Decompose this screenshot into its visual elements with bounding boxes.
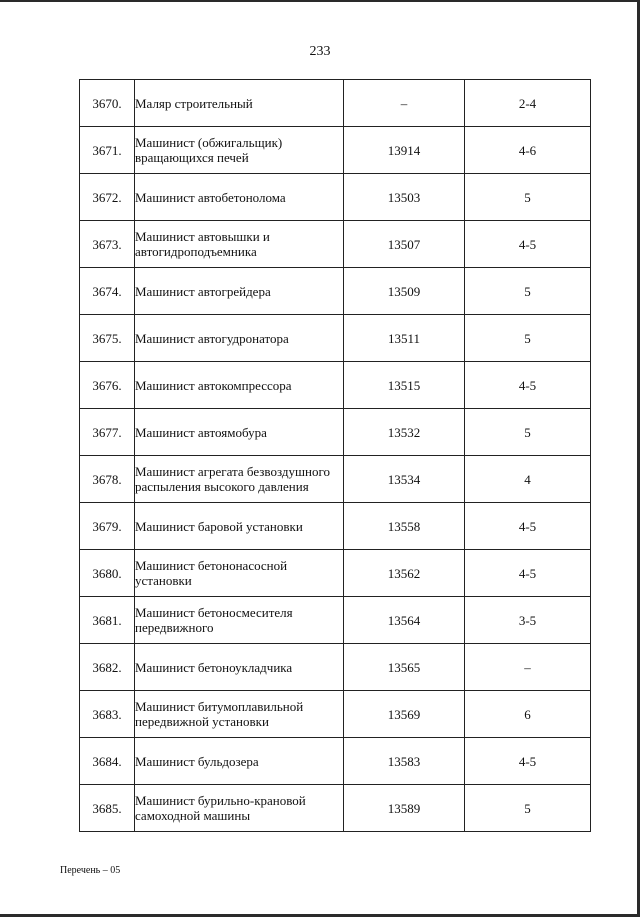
table-row <box>80 597 591 644</box>
row-number: 3674. <box>80 268 135 315</box>
profession-code: 13562 <box>344 550 465 597</box>
profession-name: Маляр строительный <box>135 80 344 127</box>
row-number: 3673. <box>80 221 135 268</box>
qualification-category: 5 <box>465 409 591 456</box>
table-row <box>80 503 591 550</box>
profession-name: Машинист автобетонолома <box>135 174 344 221</box>
row-number: 3676. <box>80 362 135 409</box>
qualification-category: 6 <box>465 691 591 738</box>
qualification-category: – <box>465 644 591 691</box>
qualification-category: 4-5 <box>465 738 591 785</box>
qualification-category: 5 <box>465 268 591 315</box>
profession-code: 13532 <box>344 409 465 456</box>
row-number: 3682. <box>80 644 135 691</box>
table-row <box>80 362 591 409</box>
profession-name: Машинист бульдозера <box>135 738 344 785</box>
row-number: 3681. <box>80 597 135 644</box>
qualification-category: 4 <box>465 456 591 503</box>
profession-code: 13503 <box>344 174 465 221</box>
table-row <box>80 456 591 503</box>
table-row <box>80 785 591 832</box>
profession-name: Машинист автоямобура <box>135 409 344 456</box>
row-number: 3684. <box>80 738 135 785</box>
profession-name: Машинист бетононасосной установки <box>135 550 344 597</box>
qualification-category: 2-4 <box>465 80 591 127</box>
row-number: 3680. <box>80 550 135 597</box>
row-number: 3672. <box>80 174 135 221</box>
profession-code: 13589 <box>344 785 465 832</box>
qualification-category: 4-5 <box>465 503 591 550</box>
table-row <box>80 315 591 362</box>
table-row <box>80 738 591 785</box>
profession-name: Машинист автовышки и автогидроподъемника <box>135 221 344 268</box>
table-row <box>80 691 591 738</box>
profession-name: Машинист агрегата безвоздушного распыления высокого давления <box>135 456 344 503</box>
table-row <box>80 221 591 268</box>
profession-name: Машинист автокомпрессора <box>135 362 344 409</box>
profession-code: 13534 <box>344 456 465 503</box>
qualification-category: 4-5 <box>465 362 591 409</box>
table-row <box>80 127 591 174</box>
qualification-category: 4-5 <box>465 550 591 597</box>
profession-code: 13565 <box>344 644 465 691</box>
table-row <box>80 80 591 127</box>
table-row <box>80 409 591 456</box>
row-number: 3678. <box>80 456 135 503</box>
profession-name: Машинист бетоноукладчика <box>135 644 344 691</box>
profession-code: 13569 <box>344 691 465 738</box>
profession-name: Машинист автогрейдера <box>135 268 344 315</box>
profession-name: Машинист (обжигальщик) вращающихся печей <box>135 127 344 174</box>
row-number: 3685. <box>80 785 135 832</box>
profession-code: 13507 <box>344 221 465 268</box>
qualification-category: 4-6 <box>465 127 591 174</box>
profession-name: Машинист бетоносмесителя передвижного <box>135 597 344 644</box>
qualification-category: 3-5 <box>465 597 591 644</box>
qualification-category: 5 <box>465 785 591 832</box>
qualification-category: 4-5 <box>465 221 591 268</box>
profession-table <box>79 79 591 832</box>
row-number: 3683. <box>80 691 135 738</box>
profession-name: Машинист бурильно-крановой самоходной машины <box>135 785 344 832</box>
table-row <box>80 644 591 691</box>
profession-name: Машинист битумоплавильной передвижной установки <box>135 691 344 738</box>
table-row <box>80 174 591 221</box>
profession-code: 13511 <box>344 315 465 362</box>
profession-code: 13914 <box>344 127 465 174</box>
table-row <box>80 550 591 597</box>
footer-label: Перечень – 05 <box>60 865 121 876</box>
profession-code: 13558 <box>344 503 465 550</box>
profession-code: 13509 <box>344 268 465 315</box>
table-row <box>80 268 591 315</box>
row-number: 3677. <box>80 409 135 456</box>
profession-name: Машинист баровой установки <box>135 503 344 550</box>
profession-code: – <box>344 80 465 127</box>
qualification-category: 5 <box>465 315 591 362</box>
row-number: 3671. <box>80 127 135 174</box>
row-number: 3675. <box>80 315 135 362</box>
profession-name: Машинист автогудронатора <box>135 315 344 362</box>
profession-code: 13583 <box>344 738 465 785</box>
qualification-category: 5 <box>465 174 591 221</box>
row-number: 3679. <box>80 503 135 550</box>
profession-code: 13515 <box>344 362 465 409</box>
scan-edge-top <box>0 0 640 2</box>
profession-code: 13564 <box>344 597 465 644</box>
row-number: 3670. <box>80 80 135 127</box>
page-number: 233 <box>309 44 331 59</box>
